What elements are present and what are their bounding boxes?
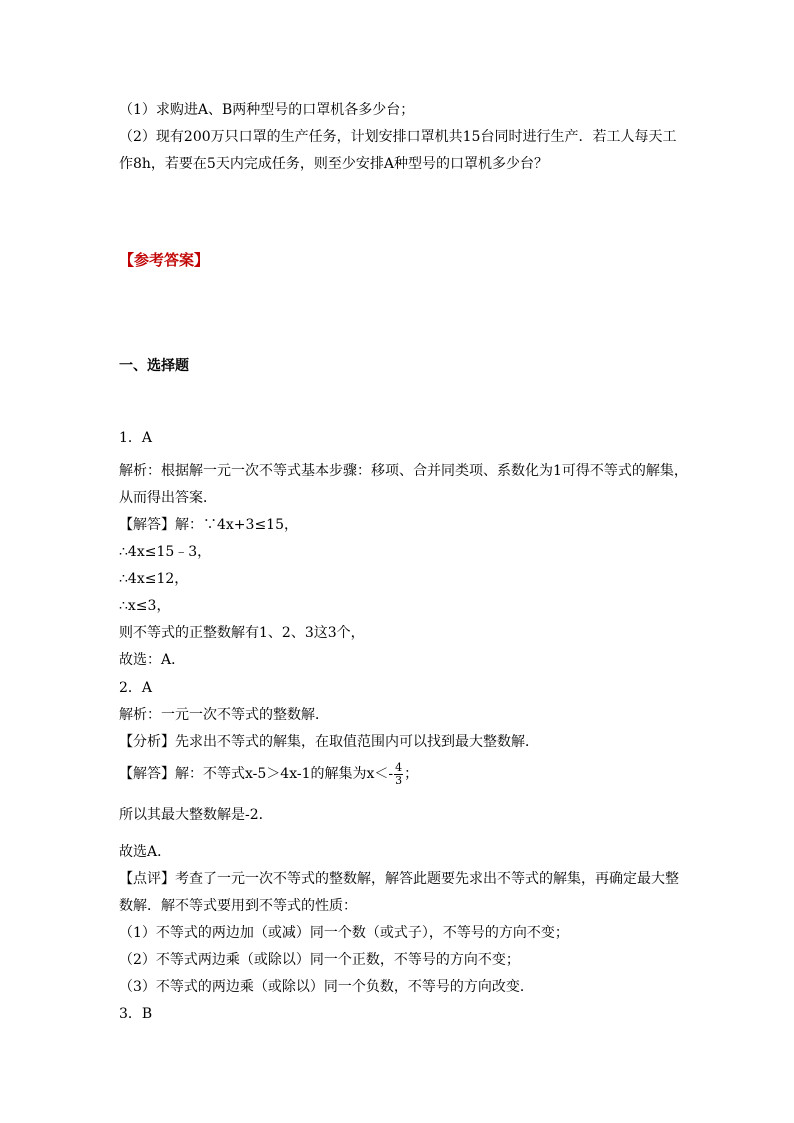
fraction-denominator: 3 xyxy=(395,773,403,787)
q2-choice: 故选A． xyxy=(119,844,172,860)
q2-property-1: （1）不等式的两边加（或减）同一个数（或式子），不等号的方向不变； xyxy=(119,925,569,941)
q1-analysis-line-1: 解析：根据解一元一次不等式基本步骤：移项、合并同类项、系数化为1可得不等式的解集， xyxy=(119,463,688,479)
q3-number: 3．B xyxy=(119,1006,153,1022)
q1-step-3: ∴x≤3， xyxy=(119,598,171,614)
question-part-1: （1）求购进A、B两种型号的口罩机各多少台； xyxy=(119,102,415,118)
q2-property-2: （2）不等式两边乘（或除以）同一个正数，不等号的方向不变； xyxy=(119,952,520,968)
q1-step-1: ∴4x≤15﹣3， xyxy=(119,544,212,560)
q2-fenxi: 【分析】先求出不等式的解集，在取值范围内可以找到最大整数解． xyxy=(119,734,539,750)
q1-analysis-line-2: 从而得出答案． xyxy=(119,490,217,506)
q1-choice: 故选：A． xyxy=(119,652,186,668)
question-part-2-line-2: 作8h，若要在5天内完成任务，则至少安排A种型号的口罩机多少台？ xyxy=(119,156,548,172)
q2-property-3: （3）不等式的两边乘（或除以）同一个负数，不等号的方向改变． xyxy=(119,979,534,995)
q2-solve-suffix: ； xyxy=(404,766,419,782)
q2-number: 2．A xyxy=(119,680,153,696)
q2-comment-line-1: 【点评】考查了一元一次不等式的整数解，解答此题要先求出不等式的解集，再确定最大整 xyxy=(119,871,679,887)
fraction-numerator: 4 xyxy=(395,760,403,774)
question-part-2-line-1: （2）现有200万只口罩的生产任务，计划安排口罩机共15台同时进行生产．若工人每天工 xyxy=(119,129,677,145)
q2-comment-line-2: 数解．解不等式要用到不等式的性质： xyxy=(119,898,357,914)
q2-solve-prefix: 【解答】解：不等式x-5＞4x-1的解集为x＜- xyxy=(119,766,394,782)
q2-solve-line xyxy=(119,760,418,788)
answer-header: 【参考答案】 xyxy=(119,251,210,269)
q2-analysis: 解析：一元一次不等式的整数解． xyxy=(119,707,329,723)
q1-result: 则不等式的正整数解有1、2、3这3个， xyxy=(119,625,365,641)
q2-max-int: 所以其最大整数解是-2． xyxy=(119,807,273,823)
q1-solve-line: 【解答】解：∵4x+3≤15， xyxy=(119,517,298,533)
q1-step-2: ∴4x≤12， xyxy=(119,571,189,587)
fraction xyxy=(394,762,403,787)
section-title: 一、选择题 xyxy=(119,358,189,374)
q1-number: 1．A xyxy=(119,430,153,446)
